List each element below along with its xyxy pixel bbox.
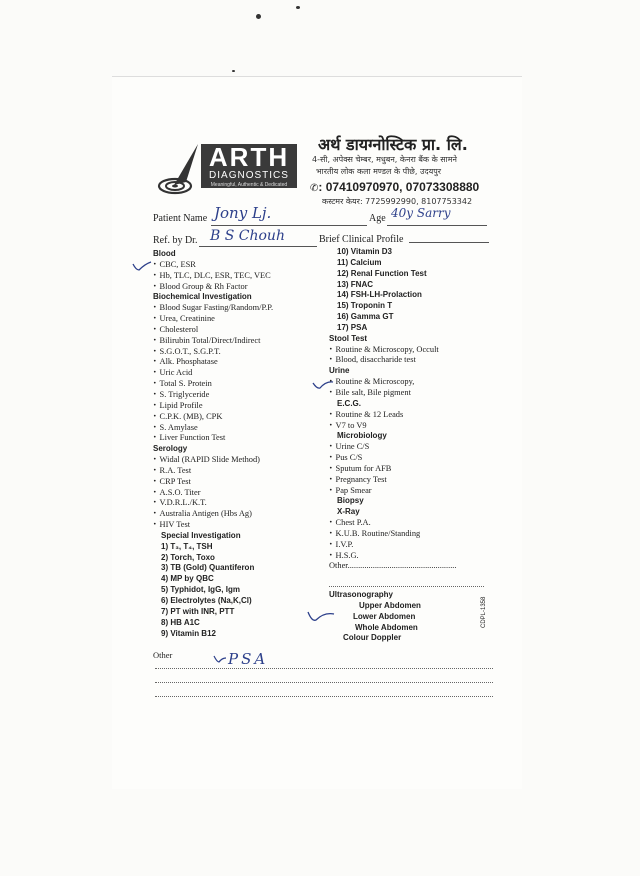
section-heading: 12) Renal Function Test	[337, 268, 427, 278]
test-item: • Routine & Microscopy, Occult	[329, 345, 456, 356]
test-item: • Bile salt, Bile pigment	[329, 388, 456, 399]
section-heading: 15) Troponin T	[337, 301, 393, 311]
section-heading: Serology	[153, 444, 188, 454]
logo-tagline: Meaningful, Authentic & Dedicated	[210, 182, 288, 188]
logo-main-text: ARTH	[208, 142, 290, 172]
ultrasound-whole-abdomen: Whole Abdomen	[355, 622, 418, 632]
section-heading: 6) Electrolytes (Na,K,Cl)	[161, 596, 252, 605]
test-item: • Blood Sugar Fasting/Random/P.P.	[153, 303, 273, 314]
company-name: अर्थ डायग्नोस्टिक प्रा. लि.	[318, 135, 468, 154]
test-item: • Blood Group & Rh Factor	[153, 282, 273, 293]
customer-care: कस्टमर केयर: 7725992990, 8107753342	[322, 197, 473, 206]
section-heading: Special Investigation	[161, 530, 241, 540]
scan-speck	[232, 70, 235, 72]
patient-name-label: Patient Name	[153, 213, 208, 224]
test-item: • Hb, TLC, DLC, ESR, TEC, VEC	[153, 271, 273, 282]
section-heading: 1) T₃, T₄, TSH	[161, 541, 213, 551]
section-heading: Microbiology	[337, 431, 387, 441]
section-heading: 11) Calcium	[337, 257, 382, 267]
test-item: • CBC, ESR	[153, 260, 273, 271]
section-heading: 14) FSH-LH-Prolaction	[337, 290, 422, 300]
test-item: • C.P.K. (MB), CPK	[153, 412, 273, 423]
section-heading: 17) PSA	[337, 322, 368, 332]
left-test-column	[153, 249, 273, 639]
section-heading: 8) HB A1C	[161, 617, 200, 627]
test-item: • S. Triglyceride	[153, 390, 273, 401]
section-heading: E.C.G.	[337, 398, 362, 408]
test-item: • Liver Function Test	[153, 433, 273, 444]
test-item: • HIV Test	[153, 520, 273, 531]
section-heading: Biochemical Investigation	[153, 292, 252, 302]
logo-text-box	[201, 144, 297, 188]
arth-logo	[155, 136, 300, 206]
test-item: • Australia Antigen (Hbs Ag)	[153, 509, 273, 520]
section-heading: 4) MP by QBC	[161, 574, 214, 584]
patient-name-line	[211, 225, 367, 226]
ultrasonography-title: Ultrasonography	[329, 590, 394, 599]
company-phone	[310, 180, 479, 194]
test-item: • A.S.O. Titer	[153, 488, 273, 499]
other-label: Other	[153, 650, 173, 660]
ultrasound-upper-abdomen: Upper Abdomen	[359, 600, 421, 610]
dotted-line	[155, 696, 493, 697]
test-item: Other....................................................	[329, 561, 457, 571]
company-address	[312, 154, 457, 178]
handwritten-patient-name: Jony Lj.	[214, 204, 272, 222]
test-item: • Uric Acid	[153, 368, 273, 379]
test-item: • V7 to V9	[329, 421, 456, 432]
handwritten-age: 40y Sarry	[391, 206, 451, 220]
test-item: • Bilirubin Total/Direct/Indirect	[153, 336, 273, 347]
section-heading: 2) Torch, Toxo	[161, 552, 215, 562]
dotted-line	[155, 668, 493, 669]
test-item: • Alk. Phosphatase	[153, 357, 273, 368]
dotted-line	[329, 586, 484, 587]
test-item: • Blood, disaccharide test	[329, 355, 456, 366]
section-heading: 13) FNAC	[337, 279, 374, 289]
form-code: CDPL-1358	[481, 596, 487, 628]
ultrasound-colour-doppler: Colour Doppler	[343, 633, 402, 643]
test-item: • Sputum for AFB	[329, 464, 456, 475]
address-line-2: भारतीय लोक कला मण्डल के पीछे, उदयपुर	[316, 167, 442, 176]
section-heading: Blood	[153, 249, 176, 258]
check-mark-icon	[212, 654, 228, 664]
dotted-line	[155, 682, 493, 683]
target-logo-icon	[155, 142, 203, 204]
test-item: • S. Amylase	[153, 423, 273, 434]
test-item: • K.U.B. Routine/Standing	[329, 529, 456, 540]
section-heading: 5) Typhidot, IgG, Igm	[161, 585, 240, 595]
scan-speck	[296, 6, 300, 9]
section-heading: Urine	[329, 366, 350, 376]
test-item: • Routine & Microscopy,	[329, 377, 456, 388]
test-item: • Urea, Creatinine	[153, 314, 273, 325]
phone-numbers: : 07410970970, 07073308880	[318, 180, 480, 194]
ref-doctor-label: Ref. by Dr.	[153, 235, 198, 246]
section-heading: Biopsy	[337, 496, 364, 506]
section-heading: X-Ray	[337, 507, 360, 517]
logo-sub-text: DIAGNOSTICS	[209, 170, 289, 181]
test-item: • Total S. Protein	[153, 379, 273, 390]
check-mark-icon	[131, 258, 153, 272]
section-heading: 10) Vitamin D3	[337, 247, 392, 256]
test-item: • CRP Test	[153, 477, 273, 488]
age-label: Age	[369, 213, 386, 224]
address-line-1: 4-सी, अपेक्स चेम्बर, मधुबन, केनरा बैंक के सामने	[312, 155, 457, 164]
test-item: • Cholesterol	[153, 325, 273, 336]
section-heading: 16) Gamma GT	[337, 312, 394, 322]
section-heading: 7) PT with INR, PTT	[161, 606, 235, 616]
scan-speck	[256, 14, 261, 19]
clinical-profile-label: Brief Clinical Profile	[319, 234, 404, 245]
phone-icon: ✆	[310, 183, 319, 194]
test-item: • V.D.R.L./K.T.	[153, 498, 273, 509]
test-item: • Pregnancy Test	[329, 475, 456, 486]
handwritten-other: PSA	[228, 650, 269, 668]
age-line	[387, 225, 487, 226]
ultrasonography-section	[329, 590, 421, 644]
test-item: • Pap Smear	[329, 486, 456, 497]
test-item: • H.S.G.	[329, 551, 456, 562]
clinical-profile-line	[409, 242, 489, 243]
ref-doctor-line	[199, 246, 317, 247]
test-item: • Pus C/S	[329, 453, 456, 464]
test-item: • Urine C/S	[329, 442, 456, 453]
test-item: • I.V.P.	[329, 540, 456, 551]
section-heading: Stool Test	[329, 333, 368, 343]
test-item: • Routine & 12 Leads	[329, 410, 456, 421]
test-item: • Widal (RAPID Slide Method)	[153, 455, 273, 466]
ultrasound-lower-abdomen: Lower Abdomen	[353, 611, 416, 621]
handwritten-doctor: B S Chouh	[210, 228, 285, 244]
test-item: • S.G.O.T., S.G.P.T.	[153, 347, 273, 358]
test-item: • Chest P.A.	[329, 518, 456, 529]
right-test-column	[329, 247, 456, 572]
test-item: • Lipid Profile	[153, 401, 273, 412]
section-heading: 3) TB (Gold) Quantiferon	[161, 563, 255, 573]
test-item: • R.A. Test	[153, 466, 273, 477]
section-heading: 9) Vitamin B12	[161, 628, 216, 638]
